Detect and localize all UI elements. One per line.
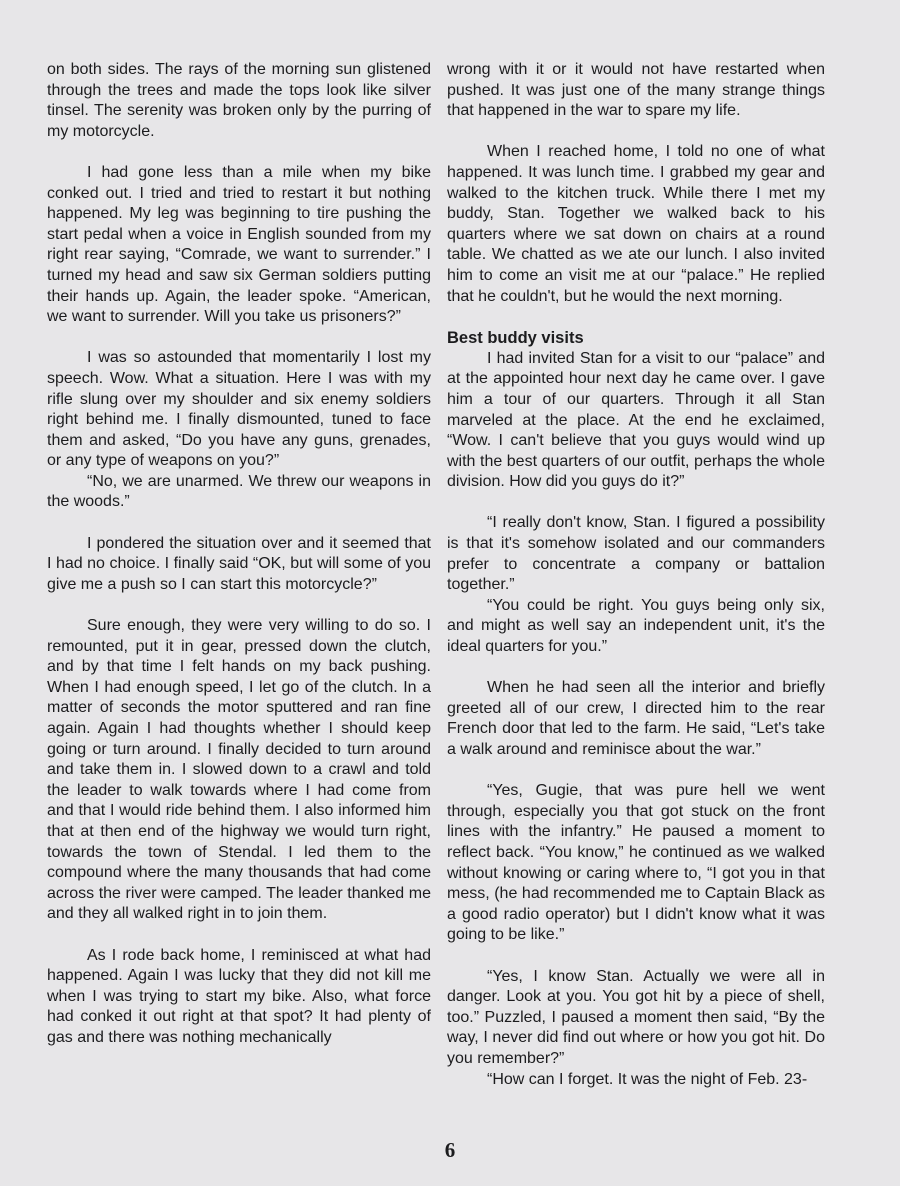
paragraph: “I really don't know, Stan. I figured a possibility is that it's somehow isolated and our commanders prefer to concentrate a company or battalion together.” xyxy=(447,514,825,594)
paragraph: on both sides. The rays of the morning sun glistened through the trees and made the tops look like silver tinsel. The serenity was broken only by the purring of my motorcycle. xyxy=(47,61,431,140)
paragraph: “How can I forget. It was the night of Feb. 23- xyxy=(487,1070,808,1088)
paragraph: I was so astounded that momentarily I lost my speech. Wow. What a situation. Here I was with my rifle slung over my shoulder and six enemy soldiers right behind me. I finally dismounted, tuned to face them and asked, “Do you have any guns, grenades, or any type of weapons on you?” xyxy=(47,349,431,470)
paragraph: When he had seen all the interior and briefly greeted all of our crew, I directed him to the rear French door that led to the farm. He said, “Let's take a walk around and reminisce about the war.” xyxy=(447,679,825,758)
paragraph: “No, we are unarmed. We threw our weapons in the woods.” xyxy=(47,472,431,511)
section-heading: Best buddy visits xyxy=(447,329,584,348)
paragraph: Sure enough, they were very willing to do so. I remounted, put it in gear, pressed down the clutch, and by that time I felt hands on my back pushing. When I had enough speed, I let go of the clutch. In a matter of seconds the motor sputtered and ran fine again. Again I had thoughts whether I should keep going or turn around. I finally decided to turn around and take them in. I slowed down to a crawl and told the leader to walk towards where I had come from and that I would ride behind them. I also informed him that at then end of the highway we would turn right, towards the town of Stendal. I led them to the compound where the many thousands that had come across the river were camped. The leader thanked me and they all walked right in to join them. xyxy=(47,617,431,923)
paragraph: I had invited Stan for a visit to our “palace” and at the appointed hour next day he came over. I gave him a tour of our quarters. Through it all Stan marveled at the place. At the end he exclaimed, “Wow. I can't believe that you guys would wind up with the best quarters of our outfit, perhaps the whole division. How did you guys do it?” xyxy=(447,349,825,491)
page-number: 6 xyxy=(444,1138,456,1162)
paragraph: When I reached home, I told no one of what happened. It was lunch time. I grabbed my gear and walked to the kitchen truck. While there I met my buddy, Stan. Together we walked back to his quarters where we sat down on chairs at a round table. We chatted as we ate our lunch. I also invited him to come an visit me at our “palace.” He replied that he couldn't, but he would the next morning. xyxy=(447,143,825,305)
paragraph: I had gone less than a mile when my bike conked out. I tried and tried to restart it but nothing happened. My leg was beginning to tire pushing the start pedal when a voice in English sounded from my right rear saying, “Comrade, we want to surrender.” I turned my head and saw six German soldiers putting their hands up. Again, the leader spoke. “American, we want to surrender. Will you take us prisoners?” xyxy=(47,163,431,326)
paragraph: “You could be right. You guys being only six, and might as well say an independent unit, it's the ideal quarters for you.” xyxy=(447,596,825,656)
paragraph: wrong with it or it would not have restarted when pushed. It was just one of the many strange things that happened in the war to spare my life. xyxy=(447,61,825,120)
right-column xyxy=(447,60,825,1090)
paragraph: “Yes, I know Stan. Actually we were all in danger. Look at you. You got hit by a piece of shell, too.” Puzzled, I paused a moment then said, “By the way, I never did find out where or how you got hit. Do you remember?” xyxy=(447,967,825,1067)
paragraph: I pondered the situation over and it seemed that I had no choice. I finally said “OK, but will some of you give me a push so I can start this motorcycle?” xyxy=(47,534,431,593)
left-column xyxy=(47,60,431,1049)
paragraph: As I rode back home, I reminisced at what had happened. Again I was lucky that they did not kill me when I was trying to start my bike. Also, what force had conked it out right at that spot? It had plenty of gas and there was nothing mechanically xyxy=(47,946,431,1046)
paragraph: “Yes, Gugie, that was pure hell we went through, especially you that got stuck on the front lines with the infantry.” He paused a moment to reflect back. “You know,” he continued as we walked without knowing or caring where to, “I got you in that mess, (he had recommended me to Captain Black as a good radio operator) but I didn't know what it was going to be like.” xyxy=(447,782,825,944)
